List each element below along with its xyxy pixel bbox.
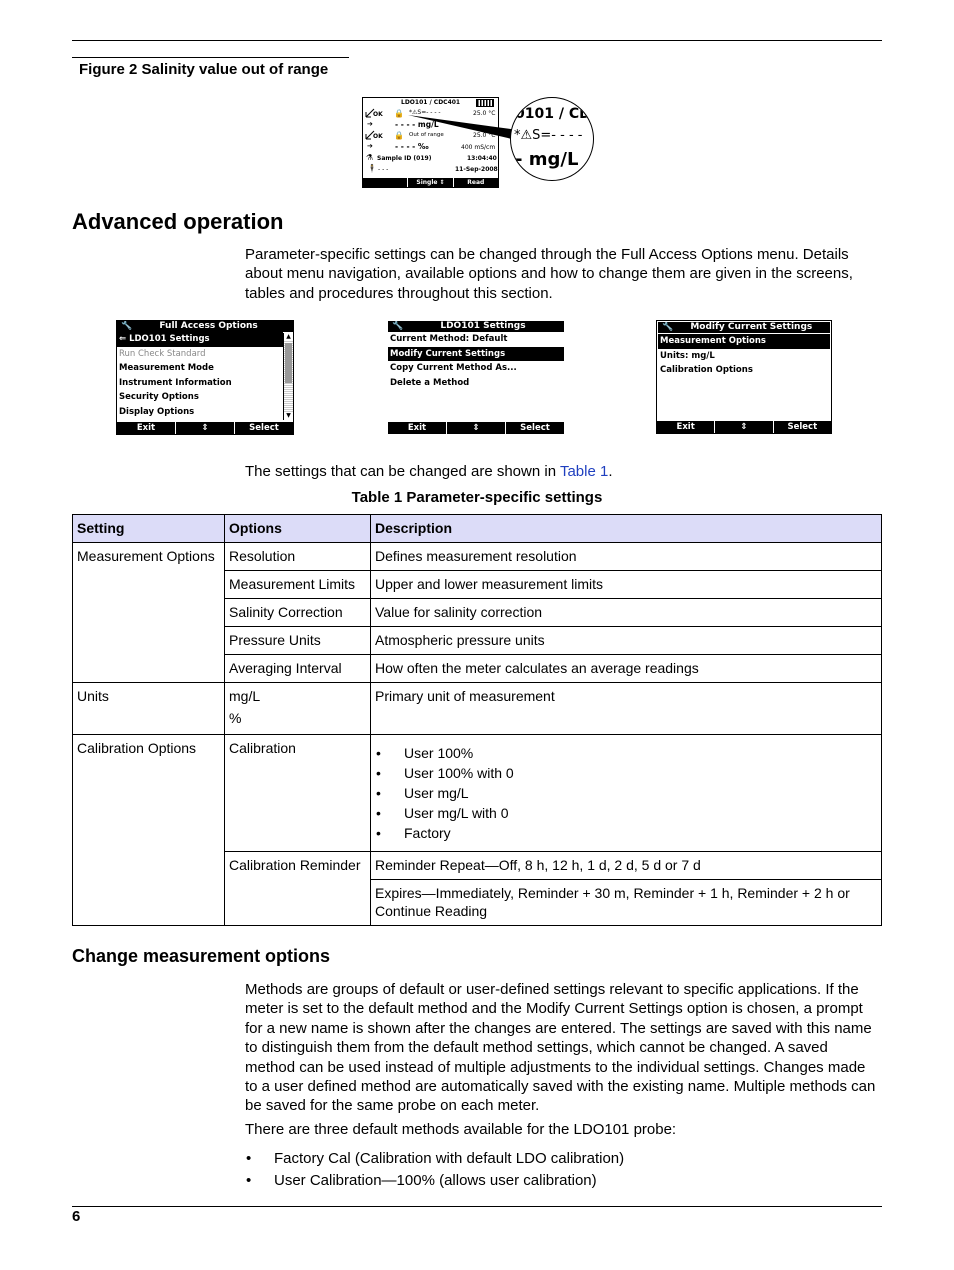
header-setting: Setting: [73, 515, 225, 543]
list-item: • User 100%: [375, 743, 877, 763]
menu-item[interactable]: ⇐ LDO101 Settings: [117, 332, 283, 347]
arrow-icon-2: ➔: [367, 142, 373, 150]
exit-button[interactable]: Exit: [388, 422, 446, 434]
table-row: [73, 543, 882, 571]
figure-caption: Figure 2 Salinity value out of range: [79, 61, 329, 78]
description-cell: [371, 735, 882, 852]
select-button[interactable]: Select: [234, 422, 293, 434]
footer-blank: [363, 178, 408, 187]
screen-title-text: LDO101 Settings: [440, 321, 526, 331]
table-row: [73, 683, 882, 735]
description-cell: Upper and lower measurement limits: [371, 571, 882, 599]
option-cell: Measurement Limits: [225, 571, 371, 599]
settings-line-end: .: [608, 463, 613, 480]
description-cell: How often the meter calculates an average readings: [371, 655, 882, 683]
table-header-row: [73, 515, 882, 543]
menu-item[interactable]: Calibration Options: [660, 365, 753, 375]
screen-title-text: Full Access Options: [159, 321, 258, 331]
screen-date: 11-Sep-2008: [455, 166, 498, 173]
select-button[interactable]: Select: [505, 422, 564, 434]
subsection-para-2: There are three default methods available for the LDO101 probe:: [245, 1121, 677, 1138]
menu-item[interactable]: Modify Current Settings: [388, 347, 564, 362]
setting-cell: Measurement Options: [73, 543, 225, 683]
option-cell: Pressure Units: [225, 627, 371, 655]
row1-value: - - - - mg/L: [395, 120, 439, 129]
row2-cond: 400 mS/cm: [461, 144, 496, 151]
row1-status: OK: [373, 111, 383, 118]
row2-note: Out of range: [409, 132, 444, 138]
list-item: • User mg/L with 0: [375, 803, 877, 823]
option-cell: Calibration: [225, 735, 371, 852]
section-title: Advanced operation: [72, 209, 284, 234]
description-cell: Primary unit of measurement: [371, 683, 882, 735]
menu-item[interactable]: Instrument Information: [119, 377, 232, 388]
row2-value: - - - - ‰: [395, 142, 429, 151]
row2-status: OK: [373, 133, 383, 140]
description-cell: Defines measurement resolution: [371, 543, 882, 571]
figure-caption-rule: [72, 57, 349, 58]
menu-item[interactable]: Measurement Options: [658, 334, 830, 349]
screen-footer: [388, 422, 564, 434]
screen-title: [658, 322, 830, 333]
row1-flags: *⚠S=- - - -: [409, 109, 441, 116]
header-rule: [72, 40, 882, 41]
default-methods-list: [245, 1148, 882, 1192]
option-cell: Averaging Interval: [225, 655, 371, 683]
subsection-title: Change measurement options: [72, 946, 331, 966]
option-unit-mgl: mg/L: [229, 688, 261, 704]
row1-temp: 25.0 °C: [473, 110, 496, 117]
option-cell: Resolution: [225, 543, 371, 571]
scroll-down-icon: ▼: [284, 412, 293, 420]
table-row: [73, 735, 882, 852]
description-cell: Reminder Repeat—Off, 8 h, 12 h, 1 d, 2 d, 5 d or 7 d: [371, 852, 882, 880]
lock-icon-2: 🔒: [394, 131, 404, 140]
row2-temp: 25.0 °C: [473, 132, 496, 139]
description-cell: Expires—Immediately, Reminder + 30 m, Reminder + 1 h, Reminder + 2 h or Continue Reading: [371, 880, 882, 926]
screen-title: [117, 321, 293, 332]
menu-item[interactable]: Delete a Method: [390, 377, 470, 388]
description-cell: Value for salinity correction: [371, 599, 882, 627]
arrow-icon: ➔: [367, 120, 373, 128]
menu-item[interactable]: Display Options: [119, 406, 195, 417]
zoom-line-2: *⚠S=- - - -: [514, 128, 583, 143]
screen-user: - - -: [378, 166, 389, 173]
option-cell: Salinity Correction: [225, 599, 371, 627]
table-1-link[interactable]: Table 1: [559, 463, 609, 480]
screen-title: [388, 321, 564, 332]
list-item: • User mg/L: [375, 783, 877, 803]
calibration-bullets: [375, 743, 877, 843]
zoom-line-3: - mg/L: [515, 149, 579, 170]
option-unit-percent: %: [229, 710, 242, 726]
header-options: Options: [225, 515, 371, 543]
menu-list: [388, 332, 564, 390]
table-caption: Table 1 Parameter-specific settings: [351, 489, 603, 506]
menu-item[interactable]: Run Check Standard: [119, 348, 206, 359]
flask-icon: ⚗: [366, 153, 374, 162]
footer-read: Read: [454, 178, 498, 187]
select-button[interactable]: Select: [773, 421, 831, 433]
up-down-button[interactable]: ⇕: [714, 421, 772, 433]
footer-mode: Single ⇕: [408, 178, 453, 187]
option-cell: Calibration Reminder: [225, 852, 371, 926]
screen-time: 13:04:40: [467, 155, 497, 162]
menu-item[interactable]: Security Options: [119, 392, 199, 402]
description-cell: Atmospheric pressure units: [371, 627, 882, 655]
scroll-thumb[interactable]: [285, 343, 292, 383]
menu-item[interactable]: Current Method: Default: [390, 334, 508, 344]
up-down-button[interactable]: ⇕: [175, 422, 234, 434]
exit-button[interactable]: Exit: [657, 421, 714, 433]
option-cell: [225, 683, 371, 735]
screen-footer: [363, 178, 498, 187]
screen-footer: [657, 421, 831, 433]
menu-item[interactable]: Copy Current Method As...: [390, 363, 517, 373]
scroll-up-icon: ▲: [284, 333, 293, 341]
menu-item[interactable]: Units: mg/L: [660, 350, 715, 361]
menu-item[interactable]: Measurement Mode: [119, 363, 214, 373]
lock-icon: 🔒: [394, 109, 404, 118]
header-description: Description: [371, 515, 882, 543]
scrollbar[interactable]: [283, 333, 293, 420]
wrench-icon: 🔧: [121, 321, 136, 331]
footer-rule: [72, 1206, 882, 1207]
sample-id: Sample ID (019): [377, 155, 432, 162]
list-item: • Factory: [375, 823, 877, 843]
wrench-icon: 🔧: [662, 322, 677, 332]
section-intro: Parameter-specific settings can be changed through the Full Access Options menu. Details about menu navigation, available options and how to change them are given in the screens, tables and procedures throughout this section.: [245, 246, 853, 302]
list-item: • User 100% with 0: [375, 763, 877, 783]
setting-cell: Units: [73, 683, 225, 735]
menu-list: [658, 334, 830, 378]
settings-line: [245, 462, 612, 481]
parameter-settings-table: [72, 514, 882, 926]
zoom-magnifier: [510, 97, 594, 181]
screen-ldo101-settings: [387, 320, 565, 435]
exit-button[interactable]: Exit: [117, 422, 175, 434]
wrench-icon: 🔧: [392, 321, 407, 331]
screen-title-text: Modify Current Settings: [690, 322, 813, 332]
screen-header: LDO101 / CDC401: [401, 99, 461, 106]
screen-modify-current-settings: [656, 320, 832, 434]
zoom-line-1: 0101 / CD: [515, 106, 591, 122]
menu-list: [117, 332, 283, 419]
list-item: • User Calibration—100% (allows user calibration): [245, 1170, 882, 1192]
setting-cell: Calibration Options: [73, 735, 225, 926]
screen-full-access-options: [116, 320, 294, 435]
up-down-button[interactable]: ⇕: [446, 422, 505, 434]
subsection-para-1: Methods are groups of default or user-defined settings relevant to specific applications. If the meter is set to the default method and the Modify Current Settings option is chosen, a prompt for a new name is shown after the changes are entered. The settings are saved with this name to distinguish them from the default method settings, which cannot be changed. A saved method can be used instead of multiple adjustments to the individual settings. Changes made to a user defined method are automatically saved with the existing name. Multiple methods can be saved for the same probe on each meter.: [245, 981, 876, 1115]
page-number: 6: [72, 1208, 81, 1225]
user-icon: 🕴: [367, 164, 377, 173]
screen-footer: [117, 422, 293, 434]
settings-line-text: The settings that can be changed are shown in: [245, 463, 560, 480]
list-item: • Factory Cal (Calibration with default LDO calibration): [245, 1148, 882, 1170]
